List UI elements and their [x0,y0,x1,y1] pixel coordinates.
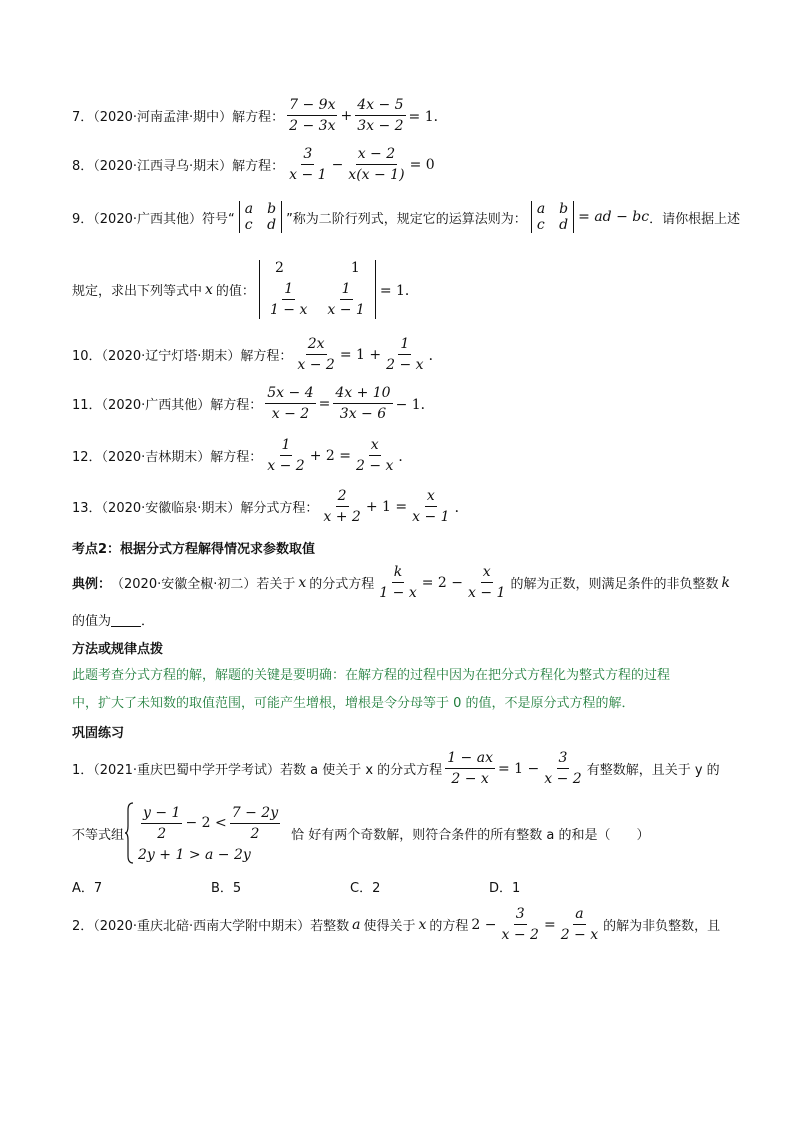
fraction: $\frac{5x - 4}{x - 2}$ [267,385,314,422]
fraction: $\frac{x}{x - 1}$ [468,564,506,601]
fraction: $\frac{2x}{x - 2}$ [297,336,335,373]
fraction: $\frac{1}{x - 2}$ [267,437,305,474]
fraction: $\frac{1}{2 - x}$ [386,336,424,373]
option-b[interactable]: B．5 [211,881,242,896]
method-heading: 方法或规律点拨 [72,642,164,657]
section-heading: 考点2：根据分式方程解得情况求参数取值 [72,542,316,557]
practice-q1-line1: 1．（2021·重庆巴蜀中学开学考试）若数 a 使关于 x 的分式方程 $\frac{1 - ax}{2 - x}$ = 1 − $\frac{3}{x - 2}$ 有整数解，且关于 y 的 [72,750,720,787]
practice-q1-line2: 不等式组 $\frac{y - 1}{2}$ − 2 < $\frac{7 - 2y}{2}$ 2y + 1 > a − 2y 恰 好有两个奇数解，则符合条件的所有整数 a 的和是（ ） [72,802,649,864]
problem-12: 12．（2020·吉林期末）解方程： $\frac{1}{x - 2}$ + 2 = $\frac{x}{2 - x}$ ． [72,437,413,474]
example-line1: 典例： （2020·安徽全椒·初二）若关于 x 的分式方程 $\frac{k}{1 - x}$ = 2 − $\frac{x}{x - 1}$ 的解为正数，则满足条件的非负整数 k [72,564,730,601]
inequality-system: $\frac{y - 1}{2}$ − 2 < $\frac{7 - 2y}{2}$ 2y + 1 > a − 2y [138,804,279,863]
option-c[interactable]: C．2 [350,881,381,896]
problem-11: 11．（2020·广西其他）解方程： $\frac{5x - 4}{x - 2}$ = $\frac{4x + 10}{3x - 6}$ − 1． [72,385,435,422]
fraction: $\frac{3}{x - 2}$ [544,750,582,787]
practice-q2: 2．（2020·重庆北碚·西南大学附中期末）若整数 a 使得关于 x 的方程 2 − $\frac{3}{x - 2}$ = $\frac{a}{2 - x}$ 的解为非负整数，且 [72,906,721,943]
fraction: $\frac{2}{x + 2}$ [323,488,361,525]
problem-13: 13．（2020·安徽临泉·期末）解分式方程： $\frac{2}{x + 2}$ + 1 = $\frac{x}{x - 1}$ ． [72,488,469,525]
practice-q1-options [72,877,628,896]
fraction: $\frac{7 - 9x}{2 - 3x}$ [289,97,336,134]
answer-blank [111,612,141,627]
fraction: $\frac{x}{2 - x}$ [355,437,394,474]
problem-8: 8．（2020·江西寻乌·期末）解方程： $\frac{3}{x - 1}$ − $\frac{x - 2}{x(x - 1)}$ = 0 [72,146,435,183]
determinant-rule: a b c d [531,201,574,233]
problem-7: 7．（2020·河南孟津·期中）解方程： $\frac{7 - 9x}{2 - 3x}$ + $\frac{4x - 5}{3x - 2}$ = 1． [72,97,448,134]
example-line2: 的值为 ． [72,614,155,629]
determinant-equation: 2 1 $\frac{1}{1 - x}$ $\frac{1}{x - 1}$ [259,260,376,319]
problem-9-line1: 9．（2020·广西其他）符号“ a b c d ”称为二阶行列式，规定它的运算法则为： a b c d = ad − bc ．请你根据上述 [72,201,741,233]
fraction: $\frac{1 - ax}{2 - x}$ [447,750,493,787]
fraction: $\frac{3}{x - 2}$ [501,906,539,943]
fraction: $\frac{x - 2}{x(x - 1)}$ [348,146,405,183]
fraction: $\frac{k}{1 - x}$ [379,564,417,601]
fraction: $\frac{a}{2 - x}$ [560,906,599,943]
fraction: $\frac{x}{x - 1}$ [412,488,450,525]
problem-9-label: 9．（2020·广西其他）符号“ [72,211,235,227]
example-label: 典例： [72,577,112,592]
fraction: $\frac{4x - 5}{3x - 2}$ [357,97,404,134]
fraction: $\frac{4x + 10}{3x - 6}$ [335,385,391,422]
brace-icon [124,802,134,864]
method-line2: 中，扩大了未知数的取值范围，可能产生增根，增根是令分母等于 0 的值，不是原分式方程的解． [72,696,635,711]
problem-10: 10．（2020·辽宁灯塔·期末）解方程： $\frac{2x}{x - 2}$ = 1 + $\frac{1}{2 - x}$ ． [72,336,443,373]
problem-8-label: 8．（2020·江西寻乌·期末）解方程： [72,159,285,174]
method-line1: 此题考查分式方程的解，解题的关键是要明确：在解方程的过程中因为在把分式方程化为整式方程的过程 [72,668,671,683]
option-d[interactable]: D．1 [489,881,521,896]
problem-9-line2: 规定，求出下列等式中 x 的值： 2 1 $\frac{1}{1 - x}$ $\frac{1}{x - 1}$ = 1． [72,260,419,318]
problem-7-label: 7．（2020·河南孟津·期中）解方程： [72,110,285,125]
option-a[interactable]: A．7 [72,881,103,896]
determinant-symbol: a b c d [239,201,282,233]
practice-heading: 巩固练习 [72,726,125,741]
fraction: $\frac{3}{x - 1}$ [289,146,327,183]
